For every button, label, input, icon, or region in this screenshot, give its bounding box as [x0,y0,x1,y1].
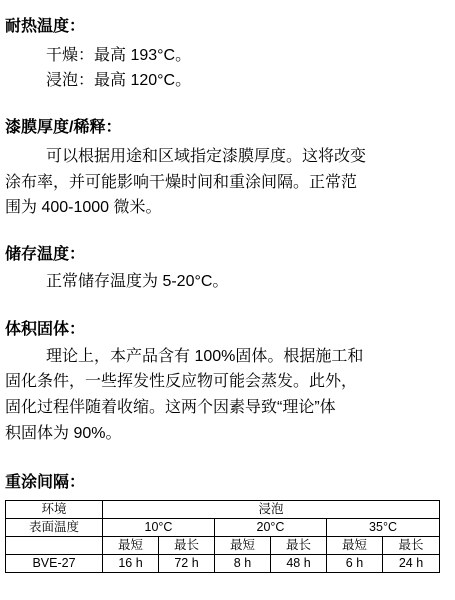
volume-solids-line-1: 理论上，本产品含有 100%固体。根据施工和 [46,348,364,365]
volume-solids-line-3: 固化过程伴随着收缩。这两个因素导致“理论”体 [5,399,336,416]
heat-resistance-heading: 耐热温度： [5,18,86,35]
film-thickness-line-3: 围为 400-1000 微米。 [5,199,162,216]
value-cell: 24 h [383,555,440,573]
temp-cell-20: 20°C [215,519,327,537]
product-name-cell: BVE-27 [6,555,103,573]
max-label-cell: 最长 [159,537,215,555]
max-label-cell: 最长 [383,537,440,555]
min-label-cell: 最短 [215,537,271,555]
film-thickness-line-1: 可以根据用途和区域指定漆膜厚度。这将改变 [46,148,367,165]
temp-cell-35: 35°C [327,519,440,537]
table-row-surface-temp [6,519,440,537]
storage-text: 正常储存温度为 5-20°C。 [46,273,229,290]
value-cell: 6 h [327,555,383,573]
volume-solids-line-2: 固化条件，一些挥发性反应物可能会蒸发。此外， [5,373,358,390]
max-label-cell: 最长 [271,537,327,555]
film-thickness-heading: 漆膜厚度/稀释： [5,119,122,136]
value-cell: 48 h [271,555,327,573]
heat-resistance-dry: 干燥：最高 193°C。 [46,47,192,64]
env-label-cell: 环境 [6,501,103,519]
volume-solids-heading: 体积固体： [5,321,86,338]
table-row-environment [6,501,440,519]
volume-solids-line-4: 积固体为 90%。 [5,425,122,442]
env-value-cell: 浸泡 [103,501,440,519]
min-label-cell: 最短 [103,537,159,555]
recoat-interval-table [5,500,440,573]
value-cell: 16 h [103,555,159,573]
min-label-cell: 最短 [327,537,383,555]
value-cell: 72 h [159,555,215,573]
storage-heading: 储存温度： [5,246,86,263]
recoat-interval-heading: 重涂间隔： [5,474,86,491]
table-row-product [6,555,440,573]
film-thickness-line-2: 涂布率，并可能影响干燥时间和重涂间隔。正常范 [5,174,358,191]
temp-cell-10: 10°C [103,519,215,537]
heat-resistance-immersion: 浸泡：最高 120°C。 [46,72,192,89]
table-row-min-max [6,537,440,555]
surface-temp-label-cell: 表面温度 [6,519,103,537]
value-cell: 8 h [215,555,271,573]
empty-cell [6,537,103,555]
